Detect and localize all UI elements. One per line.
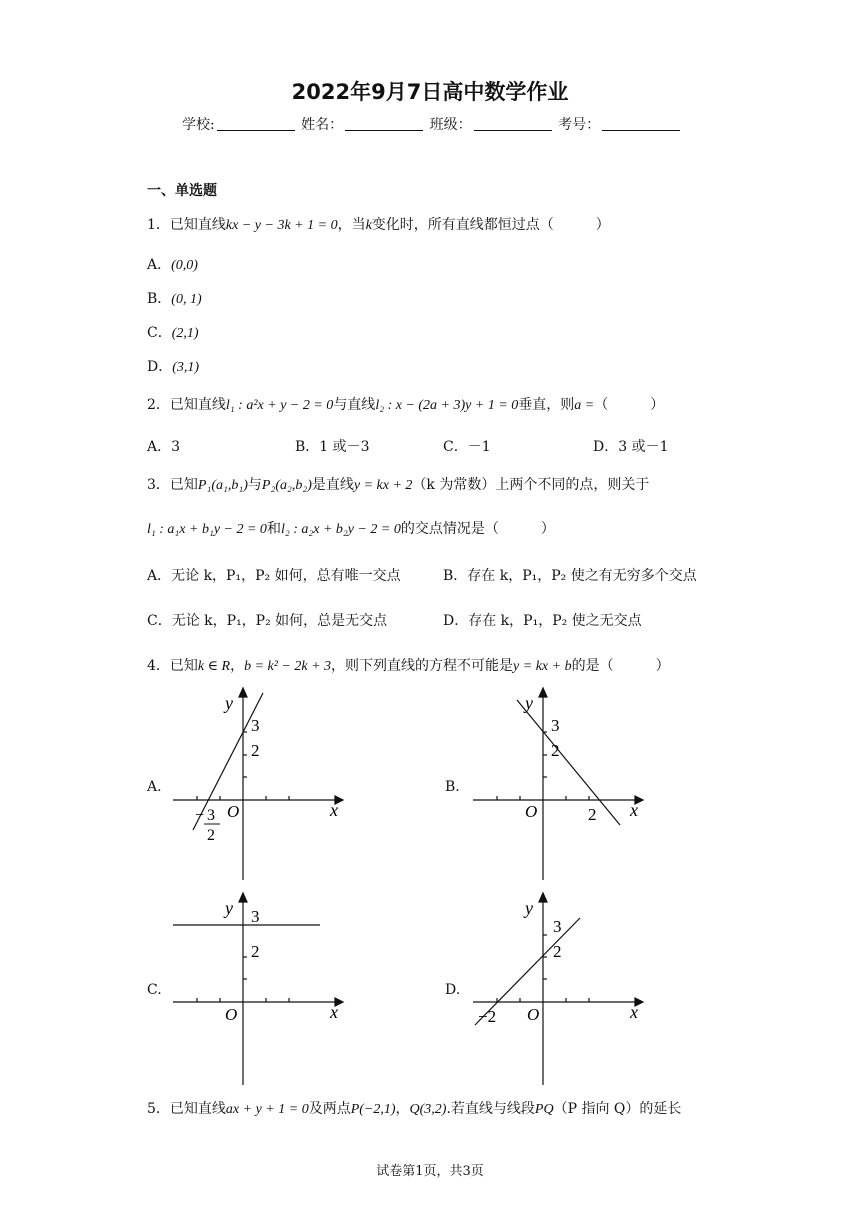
option-text: 无论 k，P₁，P₂ 如何，总是无交点 xyxy=(171,613,388,629)
origin-label: O xyxy=(225,1005,238,1024)
q5-line-eq: ax + y + 1 = 0 xyxy=(225,1102,309,1117)
origin-label: O xyxy=(525,802,538,821)
q5-text-b: 及两点 xyxy=(308,1101,351,1117)
page-title: 2022年9月7日高中数学作业 xyxy=(291,80,569,104)
question-2-stem xyxy=(147,394,664,414)
q3-text-c: 是直线 xyxy=(311,477,354,493)
y-axis-arrow-icon xyxy=(539,688,547,697)
x-tick-numerator: 3 xyxy=(207,807,215,824)
y-tick-label: 2 xyxy=(251,942,260,961)
option-label: D． xyxy=(147,359,173,375)
q4-graph-b-label: B. xyxy=(445,779,460,795)
question-5-stem xyxy=(147,1098,681,1118)
q3-line-l1: l₁ : a₁x + b₁y − 2 = 0 xyxy=(147,522,267,537)
x-tick-denominator: 2 xyxy=(207,827,215,844)
q1-text-b: ，当 xyxy=(337,217,366,233)
exam-no-label: 考号： xyxy=(558,117,601,133)
x-axis-label: x xyxy=(630,800,638,820)
q2-text-b: 与直线 xyxy=(333,397,376,413)
option-text: (0,0) xyxy=(171,258,198,273)
option-label: C． xyxy=(147,613,172,629)
q3-option-d xyxy=(443,610,642,630)
y-axis-arrow-icon xyxy=(239,688,247,697)
q5-text-d: （P 指向 Q）的延长 xyxy=(553,1101,682,1117)
q2-text-c: 垂直，则 xyxy=(518,397,575,413)
origin-label: O xyxy=(227,802,240,821)
question-4-stem xyxy=(147,655,670,675)
option-text: (2,1) xyxy=(171,326,199,341)
q2-line-l1: l₁ : a²x + y − 2 = 0 xyxy=(225,398,334,413)
school-blank xyxy=(217,116,295,131)
q4-graph-d-label: D. xyxy=(445,982,461,998)
y-axis-arrow-icon xyxy=(539,893,547,902)
q2-text-a: 2．已知直线 xyxy=(147,397,226,413)
y-tick-label: 3 xyxy=(251,716,260,735)
option-text: 1 或－3 xyxy=(319,439,370,455)
q5-sep: ， xyxy=(395,1101,410,1117)
q3-and: 和 xyxy=(266,521,281,537)
q3-text-tail: 的交点情况是（ ） xyxy=(400,521,555,537)
q3-text-a: 3．已知 xyxy=(147,477,198,493)
q5-point-p: P(−2,1) xyxy=(350,1102,396,1117)
q4-text-c: 的是（ ） xyxy=(571,658,670,674)
option-label: C． xyxy=(147,325,172,341)
q2-option-c xyxy=(443,436,491,456)
q2-option-a xyxy=(147,436,180,456)
x-axis-label: x xyxy=(330,1002,338,1022)
option-label: D． xyxy=(443,613,469,629)
q3-option-c xyxy=(147,610,387,630)
option-text: 3 或－1 xyxy=(618,439,669,455)
q4-text-b: ，则下列直线的方程不可能是 xyxy=(331,658,514,674)
y-axis-label: y xyxy=(525,898,533,918)
y-axis-label: y xyxy=(225,898,233,918)
q2-a-eq: a = xyxy=(574,398,595,413)
class-label: 班级： xyxy=(429,117,472,133)
y-tick-label: 2 xyxy=(553,942,562,961)
class-blank xyxy=(474,116,552,131)
y-tick-label: 3 xyxy=(551,716,560,735)
option-label: A． xyxy=(147,257,172,273)
q1-option-c xyxy=(147,322,199,342)
question-3-stem-line2 xyxy=(147,518,555,538)
q3-point-p1: P₁(a₁,b₁) xyxy=(197,478,248,493)
q4-graph-a-label: A. xyxy=(147,779,162,795)
option-text: 存在 k，P₁，P₂ 使之有无穷多个交点 xyxy=(467,568,697,584)
origin-label: O xyxy=(527,1005,540,1024)
q5-text-a: 5．已知直线 xyxy=(147,1101,226,1117)
q3-option-a xyxy=(147,565,401,585)
school-label: 学校: xyxy=(182,117,215,133)
q4-eq: y = kx + b xyxy=(513,659,572,674)
option-text: (0, 1) xyxy=(171,292,202,307)
q1-text-a: 1．已知直线 xyxy=(147,217,226,233)
option-text: 3 xyxy=(171,439,181,455)
x-axis-label: x xyxy=(330,800,338,820)
section-title: 一、单选题 xyxy=(147,183,217,199)
q4-graph-c-label: C. xyxy=(147,982,162,998)
option-label: A． xyxy=(147,568,172,584)
q4-cond1: k ∈ R xyxy=(197,659,231,674)
question-1-stem xyxy=(147,214,610,234)
q4-graph-a xyxy=(165,685,355,885)
q1-option-d xyxy=(147,356,199,376)
q3-line-l2: l₂ : a₂x + b₂y − 2 = 0 xyxy=(280,522,401,537)
option-text: 无论 k，P₁，P₂ 如何，总有唯一交点 xyxy=(171,568,401,584)
option-label: B． xyxy=(147,291,172,307)
q2-text-d: （ ） xyxy=(594,397,665,413)
q3-option-b xyxy=(443,565,697,585)
q3-point-p2: P₂(a₂,b₂) xyxy=(261,478,312,493)
q4-graph-d xyxy=(465,890,655,1090)
y-axis-label: y xyxy=(525,693,533,713)
q3-line-eq: y = kx + 2 xyxy=(353,478,413,493)
q1-option-b xyxy=(147,288,202,308)
student-info-line xyxy=(182,114,682,134)
question-3-stem xyxy=(147,474,649,494)
y-axis-label: y xyxy=(225,693,233,713)
q2-option-d xyxy=(593,436,669,456)
name-blank xyxy=(345,116,423,131)
q1-variable: k xyxy=(365,218,372,233)
exam-no-blank xyxy=(602,116,680,131)
option-text: (3,1) xyxy=(172,360,200,375)
x-tick-sign: − xyxy=(195,807,205,824)
q1-option-a xyxy=(147,254,198,274)
page-footer: 试卷第1页，共3页 xyxy=(376,1164,484,1179)
x-axis-label: x xyxy=(630,1002,638,1022)
y-tick-label: 3 xyxy=(553,917,562,936)
y-axis-arrow-icon xyxy=(239,893,247,902)
option-label: D． xyxy=(593,439,619,455)
y-tick-label: 2 xyxy=(551,741,560,760)
option-label: A． xyxy=(147,439,172,455)
q4-graph-c xyxy=(165,890,355,1090)
option-label: B． xyxy=(295,439,320,455)
q4-text-a: 4．已知 xyxy=(147,658,198,674)
q1-text-c: 变化时，所有直线都恒过点（ ） xyxy=(371,217,610,233)
y-tick-label: 3 xyxy=(251,907,260,926)
q4-sep: ， xyxy=(230,658,245,674)
q2-line-l2: l₂ : x − (2a + 3)y + 1 = 0 xyxy=(375,398,519,413)
q4-graph-b xyxy=(465,685,655,885)
name-label: 姓名： xyxy=(301,117,344,133)
q1-equation: kx − y − 3k + 1 = 0 xyxy=(225,218,338,233)
q5-text-c: .若直线与线段 xyxy=(446,1101,535,1117)
q4-cond2: b = k² − 2k + 3 xyxy=(244,659,332,674)
q3-text-b: 与 xyxy=(247,477,262,493)
q3-text-d: （k 为常数）上两个不同的点，则关于 xyxy=(412,477,650,493)
y-tick-label: 2 xyxy=(251,741,260,760)
x-tick-label: −2 xyxy=(478,1007,497,1026)
q2-option-b xyxy=(295,436,370,456)
q5-segment: PQ xyxy=(534,1102,554,1117)
q5-point-q: Q(3,2) xyxy=(409,1102,447,1117)
x-tick-label: 2 xyxy=(588,805,597,824)
option-label: C． xyxy=(443,439,468,455)
option-text: －1 xyxy=(467,439,491,455)
option-label: B． xyxy=(443,568,468,584)
option-text: 存在 k，P₁，P₂ 使之无交点 xyxy=(468,613,642,629)
